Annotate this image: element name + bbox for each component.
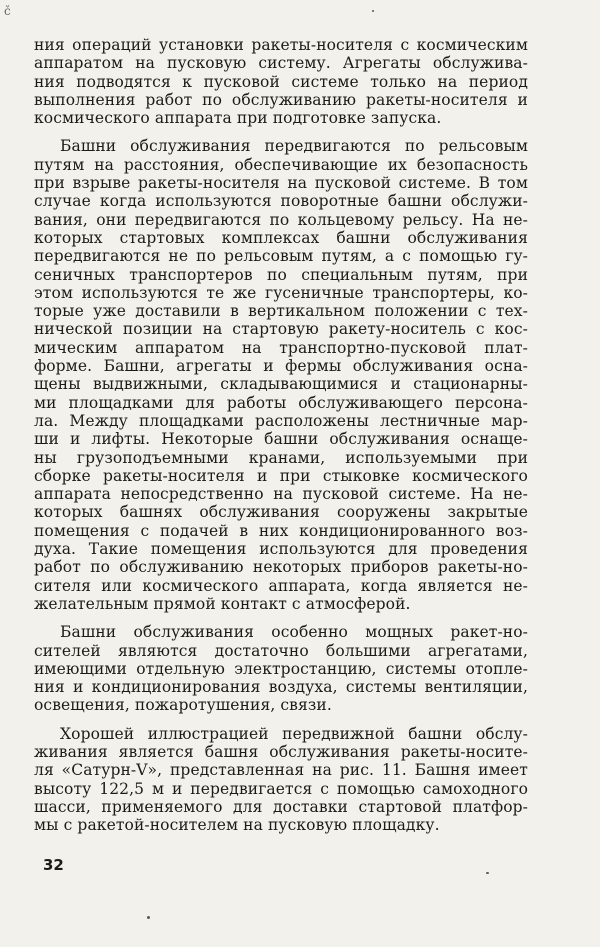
- print-speck: [486, 872, 489, 874]
- paragraph-1: [34, 36, 528, 127]
- print-speck: [147, 916, 150, 919]
- text-line: сителя или космического аппарата, когда является не-: [34, 576, 528, 595]
- text-line: ла. Между площадками расположены лестничные мар-: [34, 411, 528, 430]
- text-line: передвигаются не по рельсовым путям, а с помощью гу-: [34, 247, 528, 266]
- text-line: при взрыве ракеты-носителя на пусковой системе. В том: [34, 174, 528, 193]
- text-line: шасси, применяемого для доставки стартовой платфор-: [34, 797, 528, 816]
- text-line: желательным прямой контакт с атмосферой.: [34, 594, 411, 613]
- text-line: мы с ракетой-носителем на пусковую площадку.: [34, 816, 440, 835]
- text-line: аппарата непосредственно на пусковой системе. На не-: [34, 485, 528, 504]
- text-line: случае когда используются поворотные башни обслужи-: [34, 192, 528, 211]
- page-number: 32: [43, 856, 64, 874]
- text-line: аппаратом на пусковую систему. Агрегаты обслужива-: [34, 54, 528, 73]
- text-line: имеющими отдельную электростанцию, системы отопле-: [34, 659, 528, 678]
- text-line: работ по обслуживанию некоторых приборов ракеты-но-: [34, 558, 528, 577]
- text-line: высоту 122,5 м и передвигается с помощью самоходного: [34, 779, 528, 798]
- text-line: которых башнях обслуживания сооружены закрытые: [34, 503, 528, 522]
- text-line: которых стартовых комплексах башни обслуживания: [34, 228, 528, 247]
- corner-mark: č: [4, 4, 11, 18]
- text-line: Башни обслуживания особенно мощных ракет-но-: [60, 623, 528, 642]
- text-line: ны грузоподъемными кранами, используемыми при: [34, 448, 528, 467]
- text-line: Хорошей иллюстрацией передвижной башни обслу-: [60, 724, 528, 743]
- paragraph-4: [34, 725, 528, 835]
- text-line: сителей являются достаточно большими агрегатами,: [34, 641, 528, 660]
- page-text: [34, 36, 528, 834]
- paragraph-2: [34, 137, 528, 613]
- text-line: форме. Башни, агрегаты и фермы обслуживания осна-: [34, 357, 528, 376]
- text-line: этом используются те же гусеничные транспортеры, ко-: [34, 283, 528, 302]
- text-line: освещения, пожаротушения, связи.: [34, 696, 332, 715]
- text-line: выполнения работ по обслуживанию ракеты-носителя и: [34, 90, 528, 109]
- text-line: духа. Такие помещения используются для проведения: [34, 540, 528, 559]
- text-line: ля «Сатурн-V», представленная на рис. 11. Башня имеет: [34, 761, 528, 780]
- text-line: ми площадками для работы обслуживающего персона-: [34, 393, 528, 412]
- text-line: живания является башня обслуживания ракеты-носите-: [34, 742, 528, 761]
- text-line: помещения с подачей в них кондиционированного воз-: [34, 521, 528, 540]
- text-line: Башни обслуживания передвигаются по рельсовым: [60, 137, 528, 156]
- text-line: сеничных транспортеров по специальным путям, при: [34, 265, 528, 284]
- text-line: нической позиции на стартовую ракету-носитель с кос-: [34, 320, 528, 339]
- text-line: мическим аппаратом на транспортно-пусковой плат-: [34, 338, 528, 357]
- text-line: щены выдвижными, складывающимися и стационарны-: [34, 375, 528, 394]
- paragraph-3: [34, 623, 528, 714]
- text-line: ши и лифты. Некоторые башни обслуживания оснаще-: [34, 430, 528, 449]
- text-line: космического аппарата при подготовке запуска.: [34, 109, 442, 128]
- text-line: ния подводятся к пусковой системе только на период: [34, 72, 528, 91]
- text-line: вания, они передвигаются по кольцевому рельсу. На не-: [34, 210, 528, 229]
- text-line: ния и кондиционирования воздуха, системы вентиляции,: [34, 678, 528, 697]
- print-speck: [372, 10, 374, 12]
- text-line: торые уже доставили в вертикальном положении с тех-: [34, 302, 528, 321]
- text-line: ния операций установки ракеты-носителя с космическим: [34, 36, 528, 54]
- text-line: путям на расстояния, обеспечивающие их безопасность: [34, 155, 528, 174]
- text-line: сборке ракеты-носителя и при стыковке космического: [34, 466, 528, 485]
